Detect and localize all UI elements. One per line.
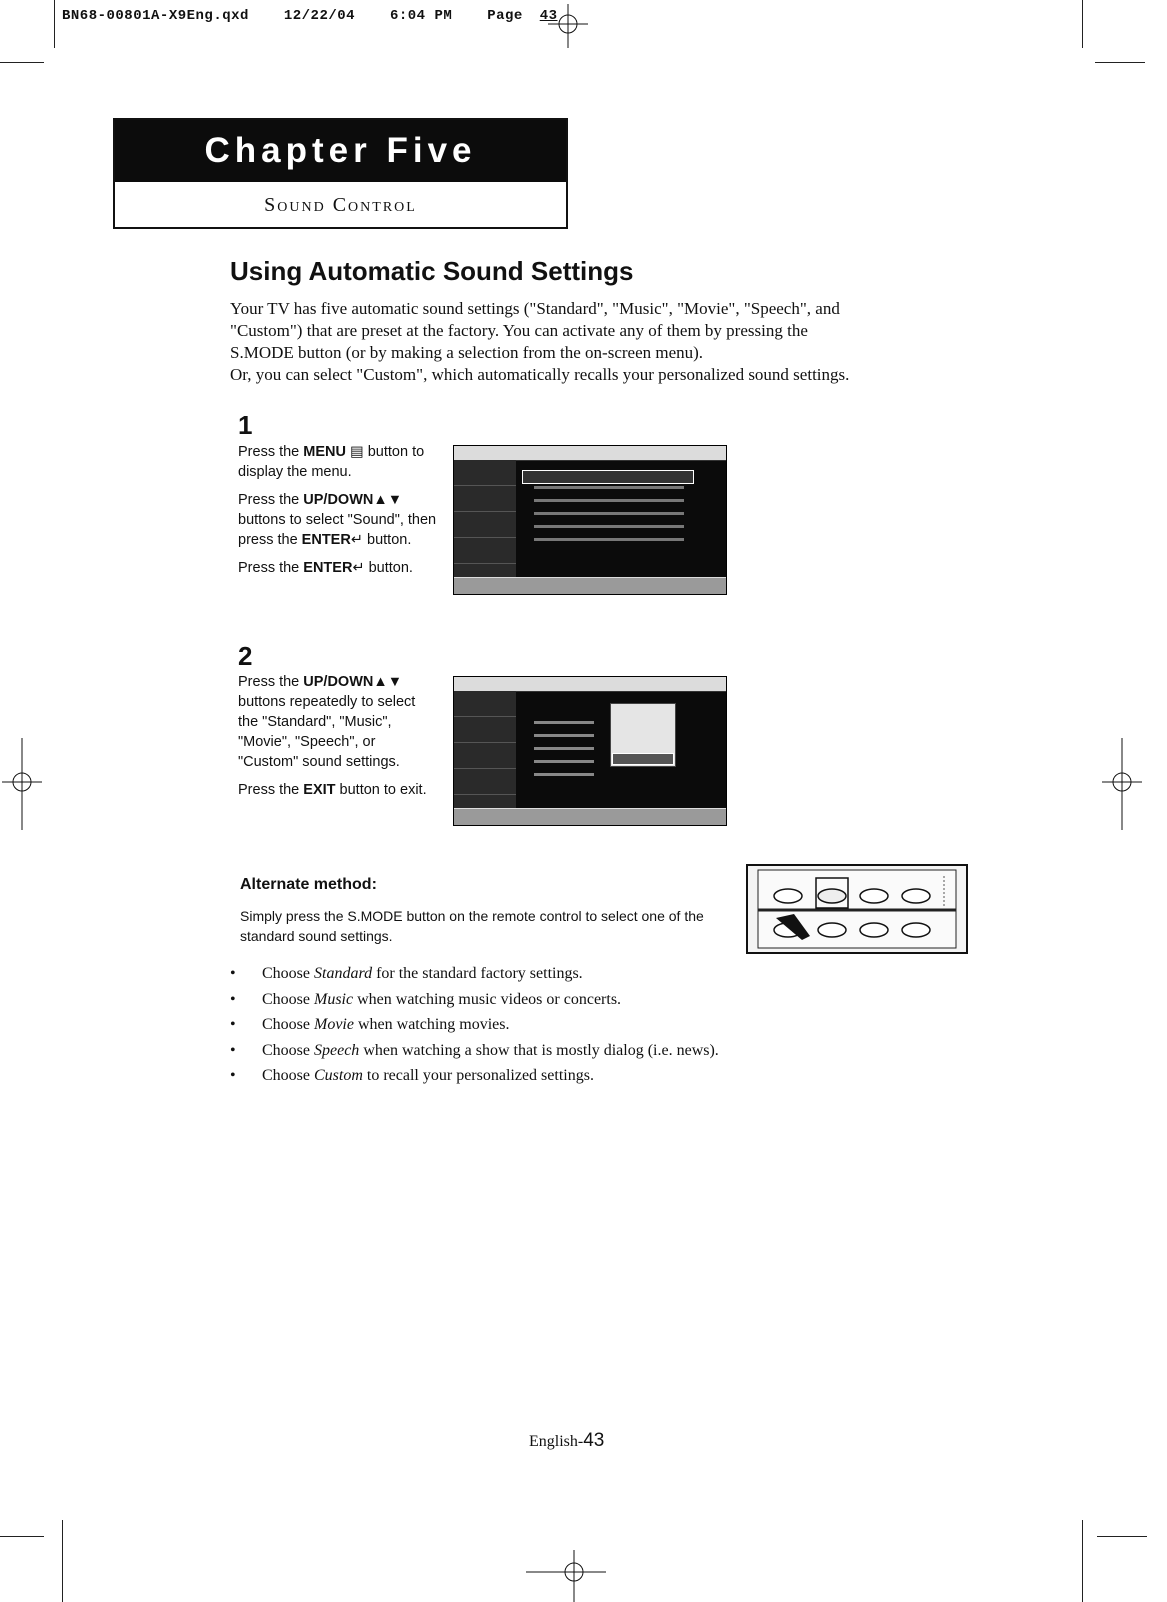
chapter-header bbox=[113, 118, 568, 229]
printer-slug bbox=[62, 8, 584, 24]
screen-row bbox=[534, 525, 684, 528]
list-item: • Choose Music when watching music videos or concerts. bbox=[230, 987, 930, 1013]
screen-menu-tabs bbox=[454, 460, 516, 578]
footer-page-number: 43 bbox=[583, 1430, 605, 1451]
alternate-method-text: Simply press the S.MODE button on the remote control to select one of the standard sound settings. bbox=[240, 908, 704, 944]
remote-control-illustration bbox=[746, 864, 968, 954]
remote-buttons-graphic bbox=[748, 866, 966, 952]
screen-highlight bbox=[522, 470, 694, 484]
menu-icon: ▤ bbox=[345, 444, 364, 460]
screen-row bbox=[534, 512, 684, 515]
list-item: • Choose Custom to recall your personalized settings. bbox=[230, 1063, 930, 1089]
screen-row bbox=[534, 734, 594, 737]
intro-paragraph bbox=[230, 298, 990, 386]
section-heading: Using Automatic Sound Settings bbox=[230, 256, 634, 286]
screen-row bbox=[534, 747, 594, 750]
crop-mark bbox=[1082, 1520, 1083, 1602]
intro-line: S.MODE button (or by making a selection from the on-screen menu). bbox=[230, 343, 704, 362]
page-footer bbox=[529, 1430, 604, 1452]
screen-row bbox=[534, 538, 684, 541]
enter-icon: ↵ bbox=[352, 560, 365, 576]
slug-file: BN68-00801A-X9Eng.qxd bbox=[62, 8, 249, 24]
screen-status-bar bbox=[454, 808, 726, 825]
screen-row bbox=[534, 760, 594, 763]
step-1-text bbox=[238, 442, 438, 586]
screen-highlight bbox=[612, 753, 674, 765]
slug-page-number: 43 bbox=[539, 8, 558, 24]
crop-mark bbox=[62, 1520, 63, 1602]
intro-line: Your TV has five automatic sound settings ("Standard", "Music", "Movie", "Speech", and bbox=[230, 299, 840, 318]
step-2-text bbox=[238, 672, 438, 808]
screen-title-bar bbox=[454, 677, 726, 692]
footer-language: English- bbox=[529, 1433, 584, 1450]
screen-title-bar bbox=[454, 446, 726, 461]
step-1-instruction: Press the ENTER↵ button. bbox=[238, 560, 413, 576]
menu-screenshot-sound bbox=[453, 445, 727, 595]
crop-mark bbox=[1097, 1536, 1147, 1537]
slug-time: 6:04 PM bbox=[389, 8, 453, 24]
crop-mark bbox=[1082, 0, 1083, 48]
registration-mark-left bbox=[2, 738, 42, 830]
step-1-instruction: Press the UP/DOWN▲▼ buttons to select "Sound", then press the ENTER↵ button. bbox=[238, 492, 437, 548]
registration-mark-right bbox=[1102, 738, 1142, 830]
screen-status-bar bbox=[454, 577, 726, 594]
step-1-instruction: Press the MENU ▤ button to display the menu. bbox=[238, 444, 425, 480]
screen-row bbox=[534, 773, 594, 776]
chapter-subtitle: Sound Control bbox=[264, 194, 417, 216]
crop-mark bbox=[54, 0, 55, 48]
sound-mode-list bbox=[230, 961, 930, 1089]
crop-mark bbox=[0, 62, 44, 63]
screen-menu-tabs bbox=[454, 691, 516, 809]
intro-line: Or, you can select "Custom", which automatically recalls your personalized sound settings. bbox=[230, 365, 850, 384]
slug-date: 12/22/04 bbox=[283, 8, 356, 24]
step-2-number: 2 bbox=[238, 641, 253, 671]
step-2-instruction: Press the UP/DOWN▲▼ buttons repeatedly to select the "Standard", "Music", "Movie", "Speech", or "Custom" sound settings. bbox=[238, 674, 416, 770]
crop-mark bbox=[1095, 62, 1145, 63]
list-item: • Choose Speech when watching a show that is mostly dialog (i.e. news). bbox=[230, 1038, 930, 1064]
slug-page-label: Page bbox=[487, 8, 523, 24]
step-1-number: 1 bbox=[238, 410, 253, 440]
crop-mark bbox=[0, 1536, 44, 1537]
enter-icon: ↵ bbox=[350, 532, 363, 548]
screen-row bbox=[534, 721, 594, 724]
screen-row bbox=[534, 486, 684, 489]
intro-line: "Custom") that are preset at the factory. You can activate any of them by pressing the bbox=[230, 321, 808, 340]
registration-mark-bottom bbox=[526, 1550, 626, 1602]
alternate-method-title: Alternate method: bbox=[240, 876, 377, 893]
step-2-instruction: Press the EXIT button to exit. bbox=[238, 782, 427, 798]
chapter-title: Chapter Five bbox=[115, 120, 566, 182]
list-item: • Choose Movie when watching movies. bbox=[230, 1012, 930, 1038]
menu-screenshot-mode bbox=[453, 676, 727, 826]
screen-row bbox=[534, 499, 684, 502]
list-item: • Choose Standard for the standard factory settings. bbox=[230, 961, 930, 987]
